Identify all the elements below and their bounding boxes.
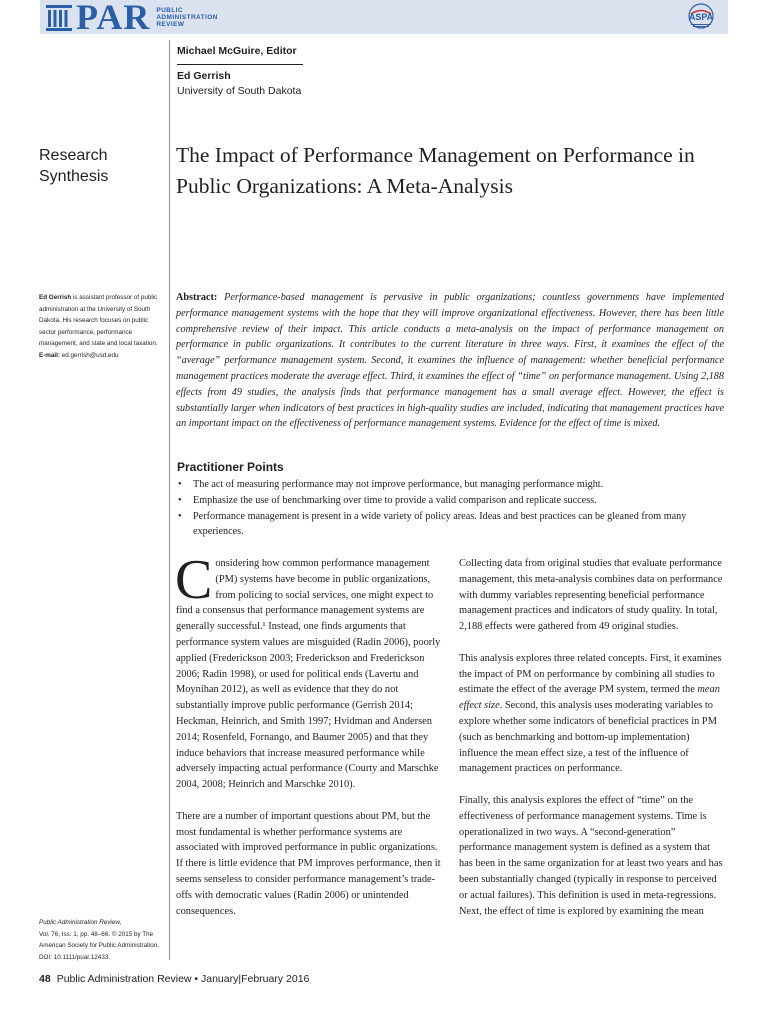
bullet: •: [178, 494, 182, 506]
body-column-right: [459, 556, 725, 935]
aspa-logo-text: ASPA: [688, 12, 714, 22]
article-title: The Impact of Performance Management on Performance in Public Organizations: A Meta-Analysis: [176, 143, 695, 198]
practitioner-points-list: [176, 477, 726, 540]
author-bio: [39, 292, 165, 361]
point-text: Emphasize the use of benchmarking over time to provide a valid comparison and replicate success.: [193, 494, 597, 506]
logo-wordmark: PAR: [76, 0, 151, 37]
page-number: 48: [39, 973, 51, 985]
citation-details: Vol. 76, Iss. 1, pp. 48–66. © 2015 by The American Society for Public Administration. DOI: 10.1111/puar.12433.: [39, 930, 160, 961]
pillars-icon: [44, 2, 74, 32]
abstract-text: Performance-based management is pervasive in public organizations; countless governments have implemented performance management systems with the hope that they will improve organizational effectiveness. However, there has been little comprehensive review of their impact. This article conducts a meta-analysis on the impact of performance management on performance in public organizations. It contributes to the current literature in three ways. First, it examines the effect of the “average” performance management system. Second, it examines the influence of management: whether beneficial performance management practices moderate the average effect. Third, it examines the effect of “time” on performance management. Using 2,188 effects from 49 studies, the analysis finds that performance management has a small average effect. However, the effect is substantially larger when indicators of best practices in high-quality studies are included, indicating that management practices have an important impact on the effectiveness of performance management systems. Evidence for the effect of time is mixed.: [176, 292, 724, 430]
abstract: [176, 290, 724, 432]
footer-text: Public Administration Review • January|February 2016: [56, 973, 310, 985]
list-item: [176, 509, 726, 541]
author-affiliation: University of South Dakota: [177, 85, 302, 97]
body-paragraph: Collecting data from original studies that evaluate performance management, this meta-analysis combines data on performance with dummy variables representing beneficial performance management practices and indicators of study quality. In total, 2,188 effects were gathered from 49 original studies.: [459, 558, 723, 633]
drop-cap: C: [175, 549, 213, 611]
editor-rule: [177, 64, 303, 65]
page-footer: [39, 973, 309, 985]
body-column-left: [175, 549, 442, 935]
section-label: Research Synthesis: [39, 147, 109, 185]
citation-note: [39, 917, 167, 963]
practitioner-points-heading: Practitioner Points: [177, 460, 284, 474]
bio-text: is assistant professor of public administration at the University of South Dakota. His research focuses on public sector performance, performance management, and state and local taxation.: [39, 294, 158, 347]
bio-email: ed.gerrish@usd.edu: [60, 351, 119, 359]
paragraph-text: onsidering how common performance management (PM) systems have become in public organizations, from policing to social services, one might expect to find a consensus that performance management systems are generally successful.¹ Instead, one finds arguments that performance system values are misguided (Radin 2006), poorly applied (Frederickson 2003; Frederickson and Frederickson 2006; Radin 1998), or used for political ends (Lavertu and Moynihan 2012), as well as evidence that they do not substantially improve public performance (Gerrish 2014; Heckman, Heinrich, and Smith 1997; Hvidman and Andersen 2014; Rosenfeld, Fornango, and Baumer 2005) and that they induce behaviors that increase measured performance while adversely impacting actual performance (Courty and Marschke 2004, 2008; Heinrich and Marschke 2010).: [176, 558, 441, 791]
column-divider: [169, 40, 170, 960]
par-logo: [44, 0, 218, 37]
bullet: •: [178, 510, 182, 522]
author-name: Ed Gerrish: [177, 70, 231, 82]
paragraph-text: . Second, this analysis uses moderating variables to explore whether some indicators of beneficial practices in PM (such as benchmarking and bottom-up implementation) influence the mean effect size, a test of the influence of management practices on performance.: [459, 700, 717, 775]
abstract-label: Abstract:: [176, 292, 218, 303]
aspa-logo: [681, 3, 721, 31]
bio-email-label: E-mail:: [39, 351, 60, 359]
body-paragraph: [459, 651, 725, 777]
body-paragraph: [175, 549, 442, 793]
paragraph-text: This analysis explores three related concepts. First, it examines the impact of PM on performance by combining all studies to estimate the effect of the average PM system, termed the: [459, 652, 722, 696]
editor-name: Michael McGuire, Editor: [177, 45, 297, 57]
point-text: Performance management is present in a wide variety of policy areas. Ideas and best practices can be gleaned from many experiences.: [193, 510, 687, 538]
list-item: [176, 493, 726, 509]
logo-subtitle-line: REVIEW: [156, 20, 185, 28]
point-text: The act of measuring performance may not improve performance, but managing performance might.: [193, 479, 604, 490]
bio-name: Ed Gerrish: [39, 294, 72, 301]
bullet: •: [178, 479, 182, 490]
logo-subtitle: [156, 7, 217, 28]
logo-subtitle-line: ADMINISTRATION: [156, 13, 218, 21]
citation-journal: Public Administration Review,: [39, 919, 122, 926]
logo-subtitle-line: PUBLIC: [156, 6, 183, 14]
body-paragraph: Finally, this analysis explores the effect of “time” on the effectiveness of performance management systems. Time is operationalized in two ways. A “second-generation” performance management system is defined as a system that has been in the same organization for at least two years and has been substantially changed (typically in response to perceived or actual failures). This definition is used in meta-regressions. Next, the effect of time is explored by examining the mean: [459, 794, 723, 917]
emphasis-term: mean effect size: [459, 684, 720, 712]
list-item: [176, 477, 726, 493]
body-paragraph: There are a number of important questions about PM, but the most fundamental is whether performance systems are associated with improved performance in public organizations. If there is little evidence that PM improves performance, then it seems senseless to consider performance management’s trade-offs with democratic values (Radin 2006) or unintended consequences.: [176, 810, 441, 917]
